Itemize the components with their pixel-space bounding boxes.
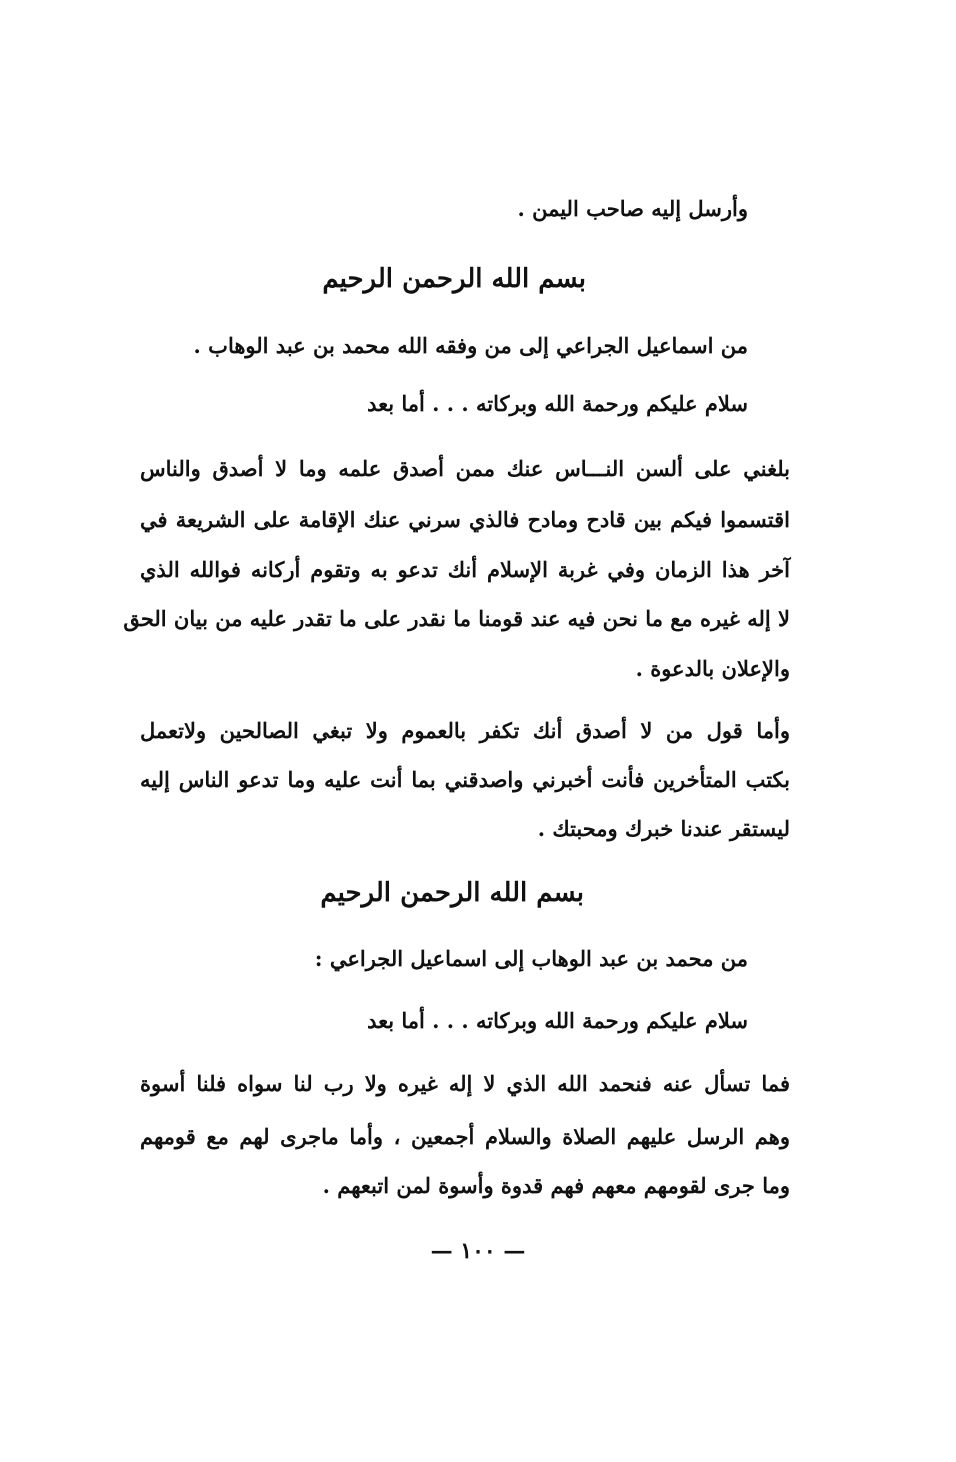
letter-1-body-line-1: بلغني على ألسن النـــاس عنك ممن أصدق علمه وما لا أصدق والناس	[140, 456, 790, 481]
letter-2-body-line-2: وهم الرسل عليهم الصلاة والسلام أجمعين ، وأما ماجرى لهم مع قومهم	[140, 1124, 790, 1149]
basmala-heading-2: بسم الله الرحمن الرحيم	[320, 878, 584, 908]
letter-2-body-line-1: فما تسأل عنه فنحمد الله الذي لا إله غيره ولا رب لنا سواه فلنا أسوة	[140, 1071, 790, 1096]
letter-1-body-line-3: آخر هذا الزمان وفي غربة الإسلام أنك تدعو به وتقوم أركانه فوالله الذي	[140, 557, 790, 582]
letter-1-sender-line: من اسماعيل الجراعي إلى من وفقه الله محمد بن عبد الوهاب .	[193, 333, 748, 358]
basmala-heading-1: بسم الله الرحمن الرحيم	[322, 264, 586, 294]
letter-1-greeting: سلام عليكم ورحمة الله وبركاته . . . أما بعد	[367, 391, 748, 416]
letter-1-body-line-5: والإعلان بالدعوة .	[635, 656, 790, 681]
letter-1-body-line-2: اقتسموا فيكم بين قادح ومادح فالذي سرني عنك الإقامة على الشريعة في	[140, 507, 790, 532]
letter-2-body-line-3: وما جرى لقومهم معهم فهم قدوة وأسوة لمن اتبعهم .	[322, 1173, 790, 1198]
letter-1-body-line-7: بكتب المتأخرين فأنت أخبرني واصدقني بما أنت عليه وما تدعو الناس إليه	[140, 767, 790, 792]
opening-line: وأرسل إليه صاحب اليمن .	[517, 196, 748, 221]
letter-1-body-line-6: وأما قول من لا أصدق أنك تكفر بالعموم ولا تبغي الصالحين ولاتعمل	[140, 718, 790, 743]
letter-1-body-line-8: ليستقر عندنا خبرك ومحبتك .	[537, 816, 790, 841]
letter-1-body-line-4: لا إله غيره مع ما نحن فيه عند قومنا ما نقدر على ما تقدر عليه من بيان الحق	[123, 606, 790, 631]
letter-2-greeting: سلام عليكم ورحمة الله وبركاته . . . أما بعد	[367, 1008, 748, 1033]
letter-2-sender-line: من محمد بن عبد الوهاب إلى اسماعيل الجراعي :	[314, 946, 748, 971]
page-number: — ١٠٠ —	[430, 1238, 526, 1264]
